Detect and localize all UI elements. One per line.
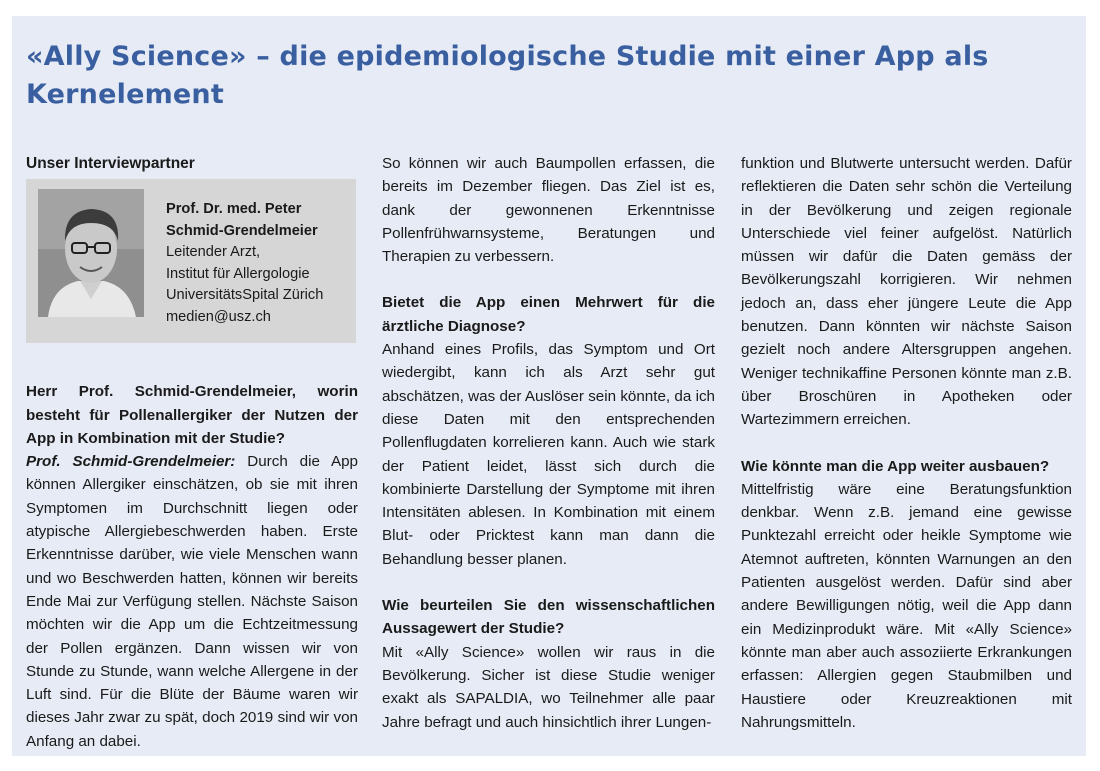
question-1: Herr Prof. Schmid-Grendelmeier, worin besteht für Pollenallergiker der Nutzen der App in Kombination mit der Studie? bbox=[26, 383, 358, 447]
column-2 bbox=[382, 152, 715, 734]
answer-1 bbox=[26, 450, 358, 753]
person-name-line2: Schmid-Grendelmeier bbox=[166, 222, 318, 239]
person-institute: Institut für Allergologie bbox=[166, 265, 310, 282]
answer-1-text: Durch die App können Allergiker einschätzen, ob sie mit ihren Symptomen im Durchschnitt liegen oder atypische Allergiebeschwerden haben. Erste Erkenntnisse darüber, wie viele Menschen wann und wo Beschwerden hatten, können wir bereits Ende Mai zur Verfügung stellen. Nächste Saison möchten wir die App um die Echtzeitmessung der Pollen ergänzen. Dann wissen wir von Stunde zu Stunde, wann welche Allergene in der Luft sind. Für die Blüte der Bäume waren wir dieses Jahr zwar zu spät, doch 2019 sind wir von Anfang an dabei. bbox=[26, 453, 359, 750]
column-1 bbox=[26, 152, 358, 753]
person-name-line1: Prof. Dr. med. Peter bbox=[166, 201, 302, 218]
interview-partner-label: Unser Interviewpartner bbox=[26, 155, 195, 172]
answer-3: Mit «Ally Science» wollen wir raus in die Bevölkerung. Sicher ist diese Studie weniger exakt als SAPALDIA, wo Teilnehmer alle paar Jahre befragt und auch hinsichtlich ihrer Lungen- bbox=[382, 643, 715, 731]
person-hospital: UniversitätsSpital Zürich bbox=[166, 287, 324, 304]
person-role: Leitender Arzt, bbox=[166, 244, 261, 261]
answer-1-continued: So können wir auch Baumpollen erfassen, die bereits im Dezember fliegen. Das Ziel ist es, dank der gewonnenen Erkenntnisse Pollenfrühwarnsysteme, Beratungen und Therapien zu verbessern. bbox=[382, 155, 715, 266]
question-4: Wie könnte man die App weiter ausbauen? bbox=[741, 457, 1050, 475]
article-title: «Ally Science» – die epidemiologische Studie mit einer App als Kernelement bbox=[26, 41, 989, 110]
interview-partner-card bbox=[26, 179, 356, 343]
answer-2: Anhand eines Profils, das Symptom und Ort wiedergibt, kann ich als Arzt sehr gut abschätzen, was der Auslöser sein könnte, da ich diese Daten mit den entsprechenden Pollenflugdaten korrelieren kann. Auch wie stark der Patient leidet, lässt sich durch die kombinierte Darstellung der Symptome mit ihren Intensitäten ablesen. In Kombination mit einem Blut- oder Pricktest kann man dann die Behandlung besser planen. bbox=[382, 341, 715, 568]
person-email: medien@usz.ch bbox=[166, 308, 271, 325]
answer-3-continued: funktion und Blutwerte untersucht werden. Dafür reflektieren die Daten sehr schön die Verteilung in der Bevölkerung und zeigen regionale Unterschiede viel feiner aufgelöst. Natürlich müssen wir dafür die Daten gemäss der Bevölkerungszahl korrigieren. Wir nehmen jedoch an, dass eher jüngere Leute die App benutzen. Dann könnten wir nächste Saison gezielt noch andere Altersgruppen angehen. Weniger technikaffine Personen könnte man z.B. über Broschüren in Apotheken oder Wartezimmern erreichen. bbox=[741, 155, 1072, 429]
question-2: Bietet die App einen Mehrwert für die ärztliche Diagnose? bbox=[382, 294, 715, 335]
person-info bbox=[166, 199, 323, 328]
portrait-photo bbox=[38, 189, 144, 317]
question-3: Wie beurteilen Sie den wissenschaftlichen Aussagewert der Studie? bbox=[382, 597, 715, 638]
column-3 bbox=[741, 152, 1072, 734]
speaker-label: Prof. Schmid-Grendelmeier: bbox=[26, 453, 236, 471]
answer-4: Mittelfristig wäre eine Beratungsfunktion denkbar. Wenn z.B. jemand eine gewisse Punktezahl erreicht oder heikle Symptome wie Atemnot auftreten, könnten Warnungen an den Patienten ausgelöst werden. Dafür sind aber andere Bewilligungen nötig, weil die App dann ein Medizinprodukt wäre. Mit «Ally Science» könnte man aber auch assoziierte Erkrankungen erfassen: Allergien gegen Staubmilben und Haustiere oder Kreuzreaktionen mit Nahrungsmitteln. bbox=[741, 480, 1072, 731]
article-page bbox=[12, 16, 1086, 756]
